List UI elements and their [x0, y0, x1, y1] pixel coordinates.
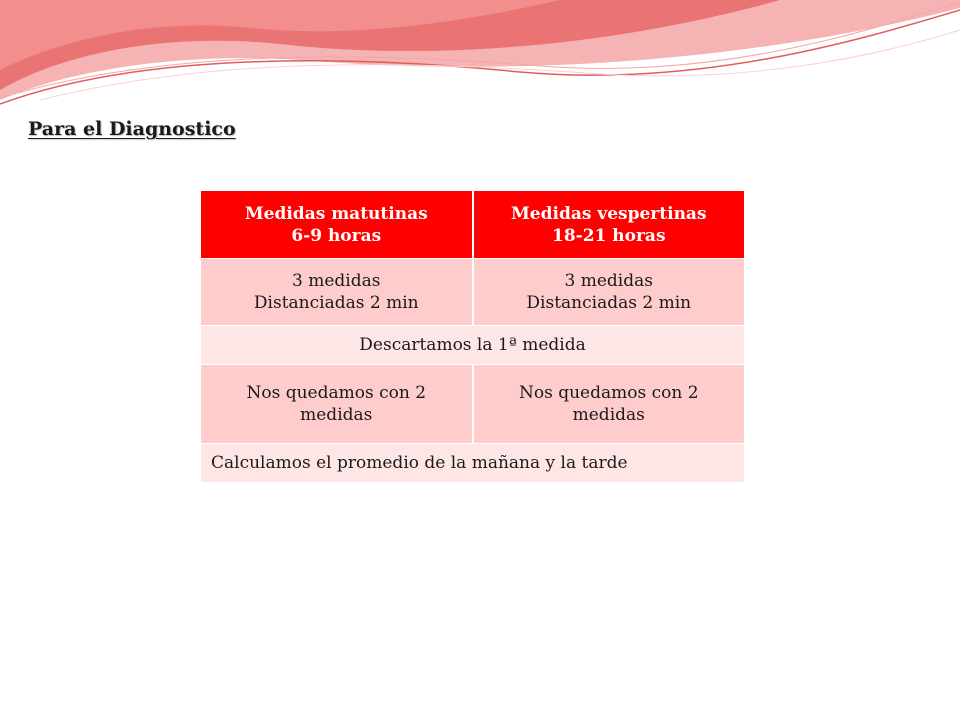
cell-text: medidas [572, 405, 645, 425]
table-cell-merged: Calculamos el promedio de la mañana y la tarde [201, 444, 744, 483]
table-cell-merged: Descartamos la 1ª medida [201, 326, 744, 365]
cell-text: Nos quedamos con 2 [246, 383, 427, 403]
table-row [201, 444, 744, 483]
table-row [201, 365, 744, 444]
cell-text: 3 medidas [564, 271, 653, 291]
cell-text: 3 medidas [292, 271, 381, 291]
diagnosis-table [201, 191, 744, 482]
table-header-row [201, 191, 744, 259]
header-morning-hours: 6-9 horas [291, 225, 382, 246]
table-row [201, 326, 744, 365]
cell-text: medidas [300, 405, 373, 425]
header-evening-hours: 18-21 horas [551, 225, 666, 246]
table-cell [201, 365, 473, 444]
header-wave-decoration [0, 0, 960, 110]
header-cell-morning [201, 191, 473, 259]
table-row [201, 259, 744, 326]
cell-text: Distanciadas 2 min [526, 293, 692, 313]
cell-text: Distanciadas 2 min [253, 293, 419, 313]
slide-title: Para el Diagnostico [28, 118, 236, 140]
table-cell [201, 259, 473, 326]
table-cell [473, 365, 745, 444]
header-evening-title: Medidas vespertinas [510, 203, 707, 224]
table-cell [473, 259, 745, 326]
header-cell-evening [473, 191, 745, 259]
header-morning-title: Medidas matutinas [244, 203, 428, 224]
cell-text: Nos quedamos con 2 [518, 383, 699, 403]
